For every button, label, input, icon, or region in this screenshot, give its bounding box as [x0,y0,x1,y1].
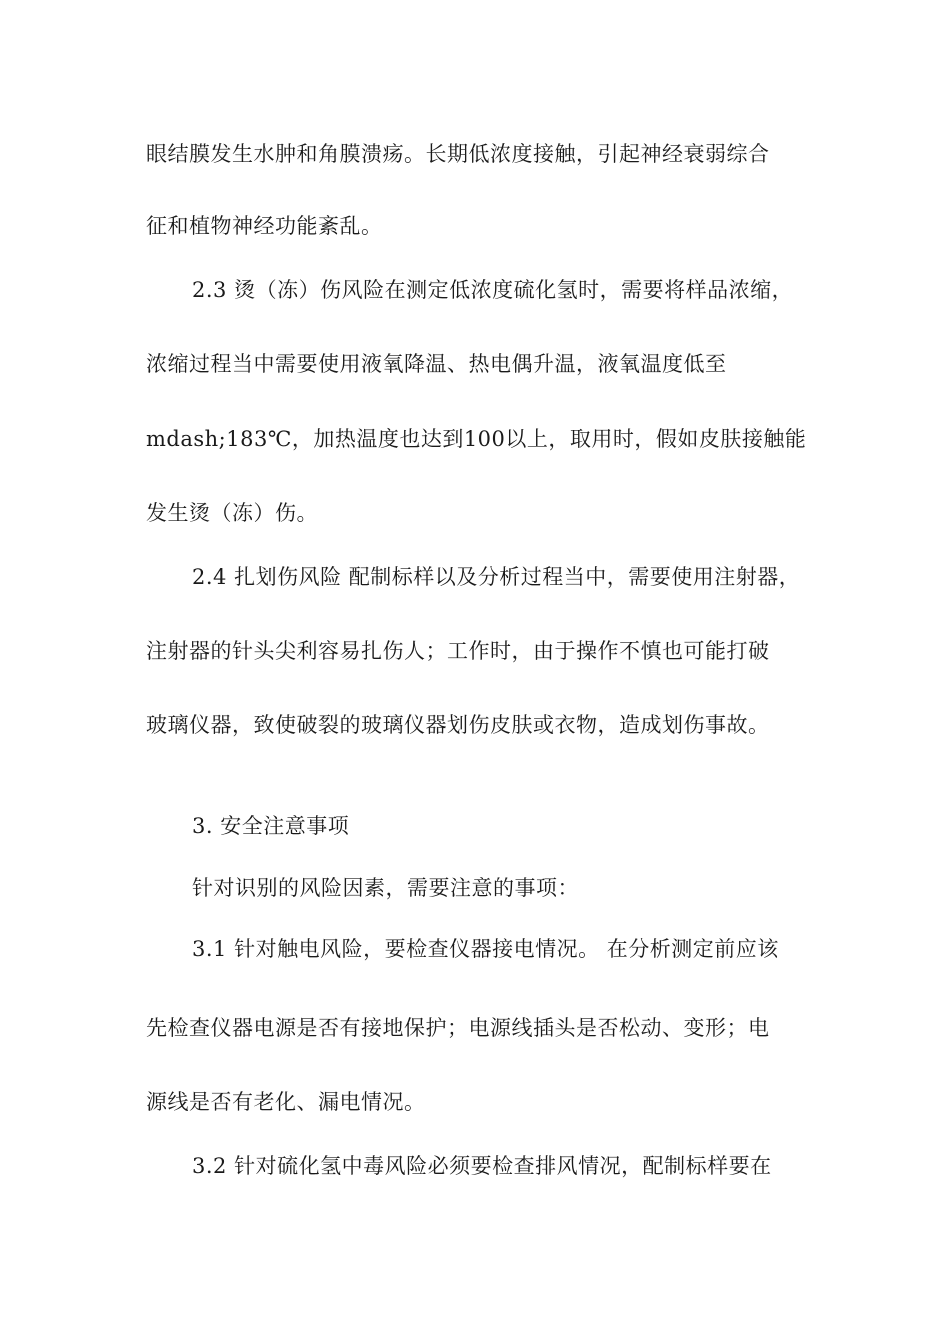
text-line: 浓缩过程当中需要使用液氧降温、热电偶升温，液氧温度低至 [146,352,727,376]
text-line: 先检查仪器电源是否有接地保护；电源线插头是否松动、变形；电 [146,1016,770,1040]
text-line: 源线是否有老化、漏电情况。 [146,1090,426,1114]
text-line: mdash;183℃，加热温度也达到100以上，取用时，假如皮肤接触能 [146,427,807,451]
section-2-3-text: 2.3 烫（冻）伤风险在测定低浓度硫化氢时，需要将样品浓缩， [192,278,794,302]
text-line: 注射器的针头尖利容易扎伤人；工作时，由于操作不慎也可能打破 [146,639,770,663]
text-line: 眼结膜发生水肿和角膜溃疡。长期低浓度接触，引起神经衰弱综合 [146,142,770,166]
text-line: 征和植物神经功能紊乱。 [146,214,383,238]
text-line: 针对识别的风险因素，需要注意的事项： [192,876,579,900]
section-3-heading: 3. 安全注意事项 [192,814,350,838]
text-line: 玻璃仪器，致使破裂的玻璃仪器划伤皮肤或衣物，造成划伤事故。 [146,713,770,737]
section-2-4-text: 2.4 扎划伤风险 配制标样以及分析过程当中，需要使用注射器， [192,565,801,589]
section-3-2-text: 3.2 针对硫化氢中毒风险必须要检查排风情况，配制标样要在 [192,1154,772,1178]
section-3-1-text: 3.1 针对触电风险，要检查仪器接电情况。 在分析测定前应该 [192,937,779,961]
text-line: 发生烫（冻）伤。 [146,501,318,525]
